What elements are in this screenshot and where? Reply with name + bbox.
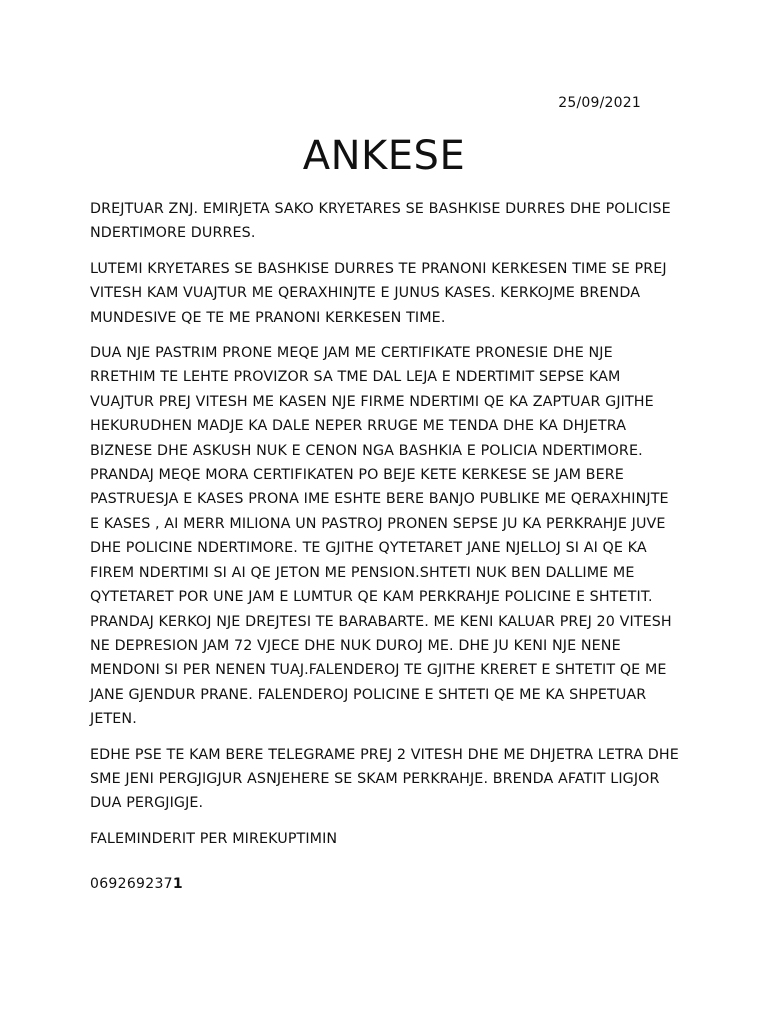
- letter-line: DREJTUAR ZNJ. EMIRJETA SAKO KRYETARES SE BASHKISE DURRES DHE POLICISE: [90, 201, 671, 217]
- letter-line: RRETHIM TE LEHTE PROVIZOR SA TME DAL LEJA E NDERTIMIT SEPSE KAM: [90, 369, 621, 386]
- phone-number: [90, 876, 183, 892]
- letter-date: 25/09/2021: [558, 95, 641, 111]
- letter-line: E KASES , AI MERR MILIONA UN PASTROJ PRONEN SEPSE JU KA PERKRAHJE JUVE: [90, 515, 666, 532]
- letter-line: LUTEMI KRYETARES SE BASHKISE DURRES TE PRANONI KERKESEN TIME SE PREJ: [90, 260, 667, 277]
- letter-line: PASTRUESJA E KASES PRONA IME ESHTE BERE BANJO PUBLIKE ME QERAXHINJTE: [90, 491, 669, 508]
- letter-line: FIREM NDERTIMI SI AI QE JETON ME PENSION.SHTETI NUK BEN DALLIME ME: [90, 564, 635, 581]
- phone-number-main: 069269237: [90, 876, 173, 892]
- letter-line: NE DEPRESION JAM 72 VJECE DHE NUK DUROJ ME. DHE JU KENI NJE NENE: [90, 637, 621, 654]
- letter-line: DUA NJE PASTRIM PRONE MEQE JAM ME CERTIFIKATE PRONESIE DHE NJE: [90, 345, 613, 362]
- letter-paragraph: [90, 827, 680, 851]
- letter-body: [90, 197, 680, 862]
- letter-line: VUAJTUR PREJ VITESH ME KASEN NJE FIRME NDERTIMI QE KA ZAPTUAR GJITHE: [90, 393, 654, 410]
- phone-number-last-digit: 1: [172, 876, 183, 892]
- letter-line: JANE GJENDUR PRANE. FALENDEROJ POLICINE E SHTETI QE ME KA SHPETUAR: [90, 686, 647, 703]
- letter-line: JETEN.: [90, 711, 137, 728]
- letter-line: MENDONI SI PER NENEN TUAJ.FALENDEROJ TE GJITHE KRERET E SHTETIT QE ME: [90, 662, 667, 679]
- letter-paragraph: [90, 743, 680, 816]
- letter-line: VITESH KAM VUAJTUR ME QERAXHINJTE E JUNUS KASES. KERKOJME BRENDA: [90, 285, 641, 302]
- letter-paragraph: [90, 197, 680, 246]
- letter-title: ANKESE: [302, 133, 466, 179]
- letter-line: SME JENI PERGJIGJUR ASNJEHERE SE SKAM PERKRAHJE. BRENDA AFATIT LIGJOR: [90, 770, 660, 787]
- letter-paragraph: [90, 257, 680, 330]
- letter-line: MUNDESIVE QE TE ME PRANONI KERKESEN TIME.: [90, 309, 446, 326]
- letter-paragraph: [90, 341, 680, 732]
- letter-line: BIZNESE DHE ASKUSH NUK E CENON NGA BASHKIA E POLICIA NDERTIMORE.: [90, 442, 643, 459]
- letter-line: QYTETARET POR UNE JAM E LUMTUR QE KAM PERKRAHJE POLICINE E SHTETIT.: [90, 589, 653, 606]
- letter-line: PRANDAJ KERKOJ NJE DREJTESI TE BARABARTE. ME KENI KALUAR PREJ 20 VITESH: [90, 613, 672, 630]
- letter-line: HEKURUDHEN MADJE KA DALE NEPER RRUGE ME TENDA DHE KA DHJETRA: [90, 418, 627, 435]
- letter-line: FALEMINDERIT PER MIREKUPTIMIN: [90, 830, 338, 847]
- letter-line: DUA PERGJIGJE.: [90, 795, 204, 812]
- letter-line: EDHE PSE TE KAM BERE TELEGRAME PREJ 2 VITESH DHE ME DHJETRA LETRA DHE: [90, 746, 679, 763]
- letter-line: DHE POLICINE NDERTIMORE. TE GJITHE QYTETARET JANE NJELLOJ SI AI QE KA: [90, 540, 647, 557]
- letter-line: PRANDAJ MEQE MORA CERTIFIKATEN PO BEJE KETE KERKESE SE JAM BERE: [90, 467, 624, 484]
- letter-line: NDERTIMORE DURRES.: [90, 225, 256, 242]
